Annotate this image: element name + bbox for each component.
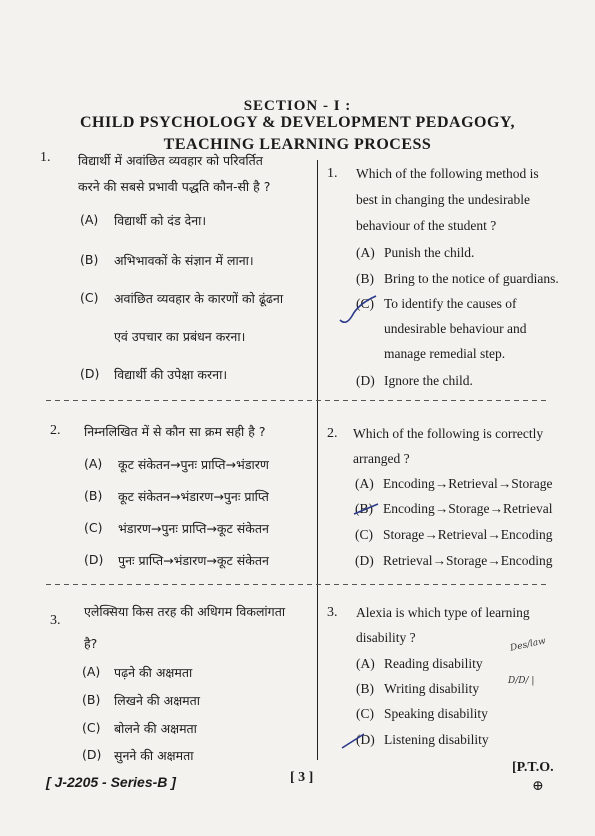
option-label: (D) (84, 552, 104, 567)
question-stem-hi: विद्यार्थी में अवांछित व्यवहार को परिवर्तित (78, 153, 263, 168)
option-text: पुनः प्राप्ति→भंडारण→कूट संकेतन (118, 553, 269, 568)
question-number-hi: 1. (40, 150, 51, 165)
question-stem-hi: करने की सबसे प्रभावी पद्धति कौन-सी है ? (78, 179, 271, 194)
option-text: अवांछित व्यवहार के कारणों को ढूंढना (114, 291, 284, 306)
option-text: सुनने की अक्षमता (114, 748, 194, 763)
pen-strike-mark (340, 730, 370, 752)
option-text: कूट संकेतन→भंडारण→पुनः प्राप्ति (118, 489, 269, 504)
question-stem-hi: है? (84, 636, 98, 651)
handwritten-note: Des/law (509, 636, 547, 654)
option-text: विद्यार्थी को दंड देना। (114, 213, 207, 228)
option-label: (D) (355, 553, 374, 568)
option-text: लिखने की अक्षमता (114, 693, 201, 708)
option-label: (B) (355, 501, 373, 516)
question-stem-en: Which of the following is correctly (353, 426, 544, 441)
option-label: (B) (84, 488, 103, 503)
option-label: (B) (82, 692, 101, 707)
option-label: (C) (84, 520, 103, 535)
option-label: (B) (356, 681, 374, 696)
question-number-en: 1. (327, 166, 338, 181)
question-stem-en: Which of the following method is (356, 166, 539, 181)
pen-tick-mark (336, 292, 386, 332)
option-text: Speaking disability (384, 706, 488, 721)
paper-code: [ J-2205 - Series-B ] (46, 774, 176, 790)
page-number: [ 3 ] (290, 770, 314, 785)
pto-label: [P.T.O. (512, 760, 554, 775)
question-stem-en: arranged ? (353, 451, 410, 466)
option-label: (D) (356, 373, 375, 388)
option-label: (A) (356, 245, 375, 260)
option-label: (C) (80, 290, 99, 305)
option-label: (B) (356, 271, 374, 286)
option-text: Writing disability (384, 681, 480, 696)
option-text: manage remedial step. (384, 346, 506, 361)
option-text: बोलने की अक्षमता (114, 721, 197, 736)
pen-strike-mark (352, 500, 382, 520)
option-label: (A) (356, 656, 375, 671)
option-text: Retrieval→Storage→Encoding (383, 553, 553, 568)
option-text: Ignore the child. (384, 373, 473, 388)
column-divider (317, 160, 318, 760)
option-text: To identify the causes of (384, 296, 517, 311)
question-number-hi: 3. (50, 613, 61, 628)
question-stem-en: best in changing the undesirable (356, 192, 530, 207)
option-label: (A) (82, 664, 101, 679)
option-label: (C) (356, 296, 374, 311)
section-heading: SECTION - I : (243, 98, 352, 114)
option-text: अभिभावकों के संज्ञान में लाना। (114, 253, 254, 268)
handwritten-note: D/D/ | (508, 676, 535, 686)
option-text: Reading disability (384, 656, 483, 671)
option-text: Storage→Retrieval→Encoding (383, 527, 553, 542)
option-text: Encoding→Storage→Retrieval (383, 501, 553, 516)
question-separator (46, 584, 546, 585)
option-text: एवं उपचार का प्रबंधन करना। (114, 329, 246, 344)
option-label: (C) (356, 706, 374, 721)
question-number-hi: 2. (50, 423, 61, 438)
option-text: विद्यार्थी की उपेक्षा करना। (114, 367, 228, 382)
option-label: (D) (80, 366, 100, 381)
option-text: Listening disability (384, 732, 489, 747)
option-label: (A) (80, 212, 99, 227)
option-label: (B) (80, 252, 99, 267)
option-label: (A) (355, 476, 374, 491)
option-label: (A) (84, 456, 103, 471)
question-number-en: 3. (327, 605, 338, 620)
option-text: Encoding→Retrieval→Storage (383, 476, 553, 491)
question-stem-en: disability ? (356, 630, 416, 645)
question-number-en: 2. (327, 426, 338, 441)
option-text: कूट संकेतन→पुनः प्राप्ति→भंडारण (118, 457, 269, 472)
option-text: Bring to the notice of guardians. (384, 271, 559, 286)
question-stem-hi: निम्नलिखित में से कौन सा क्रम सही है ? (84, 424, 266, 439)
option-text: Punish the child. (384, 245, 475, 260)
section-title: CHILD PSYCHOLOGY & DEVELOPMENT PEDAGOGY, (79, 114, 515, 131)
option-label: (C) (355, 527, 373, 542)
question-stem-en: Alexia is which type of learning (356, 605, 530, 620)
option-text: भंडारण→पुनः प्राप्ति→कूट संकेतन (118, 521, 269, 536)
option-label: (D) (82, 747, 102, 762)
option-label: (C) (82, 720, 101, 735)
option-label: (D) (356, 732, 375, 747)
section-subtitle: TEACHING LEARNING PROCESS (163, 136, 432, 153)
option-text: पढ़ने की अक्षमता (114, 665, 193, 680)
option-text: undesirable behaviour and (384, 321, 527, 336)
question-stem-en: behaviour of the student ? (356, 218, 497, 233)
question-stem-hi: एलेक्सिया किस तरह की अधिगम विकलांगता (84, 604, 286, 619)
registration-mark-icon: ⊕ (532, 778, 544, 794)
question-separator (46, 400, 546, 401)
